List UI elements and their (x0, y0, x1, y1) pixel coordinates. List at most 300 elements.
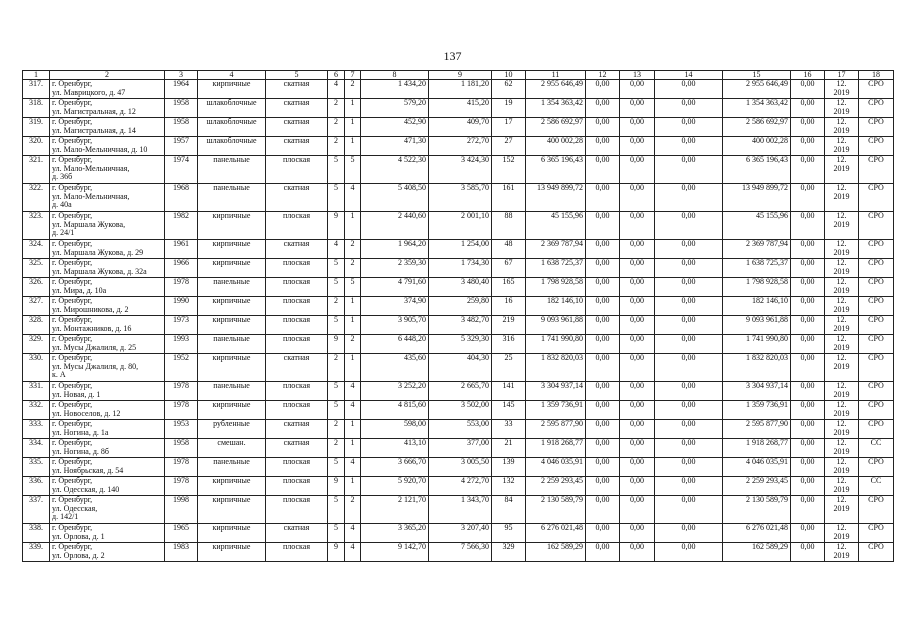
entrances-cell: 4 (345, 458, 361, 477)
col13-cell: 0,00 (620, 543, 655, 562)
col15-cell: 2 595 877,90 (723, 420, 791, 439)
living-area-cell: 553,00 (429, 420, 492, 439)
term-cell-line: 12. (836, 79, 847, 88)
term-cell (825, 156, 859, 184)
year-cell: 1982 (165, 212, 198, 240)
address-cell (50, 354, 165, 382)
floors-cell: 4 (328, 80, 345, 99)
table-row (23, 335, 894, 354)
entrances-cell: 1 (345, 439, 361, 458)
living-area-cell: 3 005,50 (429, 458, 492, 477)
entrances-cell: 1 (345, 212, 361, 240)
address-cell (50, 382, 165, 401)
roof-type-cell: плоская (266, 278, 328, 297)
address-cell-line: ул. Мало-Мельничная, (52, 191, 130, 201)
address-cell-line: г. Оренбург, (52, 381, 93, 390)
row-number: 319. (23, 118, 50, 137)
col13-cell: 0,00 (620, 118, 655, 137)
year-cell: 1983 (165, 543, 198, 562)
col16-cell: 0,00 (791, 118, 825, 137)
term-cell-line: 12. (836, 277, 847, 286)
method-cell: СРО (859, 297, 894, 316)
col12-cell: 0,00 (586, 524, 620, 543)
floors-cell: 5 (328, 524, 345, 543)
wall-material-cell: панельные (198, 382, 266, 401)
row-number: 334. (23, 439, 50, 458)
address-cell-line: ул. Мирошникова, д. 2 (52, 304, 129, 314)
col12-cell: 0,00 (586, 316, 620, 335)
entrances-cell: 1 (345, 297, 361, 316)
address-cell-line: ул. Маршала Жукова, (52, 219, 126, 229)
column-header-17: 17 (825, 71, 859, 80)
roof-type-cell: плоская (266, 401, 328, 420)
method-cell: СРО (859, 137, 894, 156)
col12-cell: 0,00 (586, 184, 620, 212)
total-cost-cell: 400 002,28 (526, 137, 586, 156)
entrances-cell: 2 (345, 496, 361, 524)
col16-cell: 0,00 (791, 316, 825, 335)
col14-cell: 0,00 (655, 212, 723, 240)
total-cost-cell: 1 832 820,03 (526, 354, 586, 382)
col16-cell: 0,00 (791, 382, 825, 401)
col14-cell: 0,00 (655, 458, 723, 477)
col15-cell: 3 304 937,14 (723, 382, 791, 401)
year-cell: 1966 (165, 259, 198, 278)
floors-cell: 2 (328, 420, 345, 439)
total-cost-cell: 2 259 293,45 (526, 477, 586, 496)
year-cell: 1958 (165, 439, 198, 458)
term-cell (825, 240, 859, 259)
roof-type-cell: скатная (266, 80, 328, 99)
roof-type-cell: скатная (266, 439, 328, 458)
living-area-cell: 1 181,20 (429, 80, 492, 99)
term-cell-line: 2019 (833, 484, 850, 494)
year-cell: 1993 (165, 335, 198, 354)
roof-type-cell: плоская (266, 496, 328, 524)
term-cell (825, 316, 859, 335)
address-cell-line: ул. Магистральная, д. 12 (52, 106, 136, 116)
method-cell: СРО (859, 99, 894, 118)
living-area-cell: 7 566,30 (429, 543, 492, 562)
wall-material-cell: кирпичные (198, 240, 266, 259)
roof-type-cell: скатная (266, 240, 328, 259)
roof-type-cell: скатная (266, 354, 328, 382)
residents-cell: 19 (492, 99, 526, 118)
wall-material-cell: шлакоблочные (198, 99, 266, 118)
method-cell: СРО (859, 316, 894, 335)
term-cell-line: 12. (836, 136, 847, 145)
total-area-cell: 452,90 (361, 118, 429, 137)
term-cell (825, 354, 859, 382)
method-cell: СС (859, 477, 894, 496)
column-header-11: 11 (526, 71, 586, 80)
roof-type-cell: скатная (266, 420, 328, 439)
roof-type-cell: скатная (266, 137, 328, 156)
total-area-cell: 598,00 (361, 420, 429, 439)
wall-material-cell: кирпичные (198, 297, 266, 316)
method-cell: СРО (859, 80, 894, 99)
row-number: 331. (23, 382, 50, 401)
table-row (23, 137, 894, 156)
address-cell-line: г. Оренбург, (52, 495, 93, 504)
method-cell: СРО (859, 184, 894, 212)
entrances-cell: 5 (345, 156, 361, 184)
table-row (23, 401, 894, 420)
total-cost-cell: 2 130 589,79 (526, 496, 586, 524)
table-row (23, 259, 894, 278)
term-cell-line: 12. (836, 419, 847, 428)
year-cell: 1965 (165, 524, 198, 543)
address-cell-line: д. 142/1 (52, 512, 79, 522)
living-area-cell: 1 254,00 (429, 240, 492, 259)
address-cell-line: ул. Маршала Жукова, д. 32а (52, 266, 147, 276)
page-number: 137 (443, 49, 462, 63)
table-row (23, 99, 894, 118)
address-cell (50, 524, 165, 543)
term-cell-line: 2019 (833, 219, 850, 229)
address-cell-line: ул. Магистральная, д. 14 (52, 125, 136, 135)
col13-cell: 0,00 (620, 354, 655, 382)
address-cell (50, 458, 165, 477)
total-cost-cell: 3 304 937,14 (526, 382, 586, 401)
living-area-cell: 1 734,30 (429, 259, 492, 278)
address-cell (50, 137, 165, 156)
term-cell (825, 543, 859, 562)
column-header-13: 13 (620, 71, 655, 80)
total-area-cell: 9 142,70 (361, 543, 429, 562)
row-number: 320. (23, 137, 50, 156)
col12-cell: 0,00 (586, 496, 620, 524)
col13-cell: 0,00 (620, 316, 655, 335)
col15-cell: 1 798 928,58 (723, 278, 791, 297)
col14-cell: 0,00 (655, 240, 723, 259)
total-cost-cell: 6 276 021,48 (526, 524, 586, 543)
floors-cell: 9 (328, 477, 345, 496)
year-cell: 1978 (165, 278, 198, 297)
residents-cell: 145 (492, 401, 526, 420)
col15-cell: 45 155,96 (723, 212, 791, 240)
row-number: 317. (23, 80, 50, 99)
term-cell (825, 137, 859, 156)
floors-cell: 5 (328, 259, 345, 278)
col16-cell: 0,00 (791, 137, 825, 156)
col13-cell: 0,00 (620, 420, 655, 439)
year-cell: 1978 (165, 382, 198, 401)
column-header-2: 2 (50, 71, 165, 80)
table-row (23, 439, 894, 458)
total-area-cell: 2 359,30 (361, 259, 429, 278)
residents-cell: 132 (492, 477, 526, 496)
col12-cell: 0,00 (586, 382, 620, 401)
residents-cell: 141 (492, 382, 526, 401)
total-area-cell: 2 121,70 (361, 496, 429, 524)
residents-cell: 84 (492, 496, 526, 524)
total-cost-cell: 182 146,10 (526, 297, 586, 316)
floors-cell: 4 (328, 240, 345, 259)
address-cell-line: ул. Ноябрьская, д. 54 (52, 465, 124, 475)
year-cell: 1978 (165, 458, 198, 477)
roof-type-cell: плоская (266, 212, 328, 240)
column-header-8: 8 (361, 71, 429, 80)
entrances-cell: 2 (345, 259, 361, 278)
address-cell-line: д. 36б (52, 172, 73, 182)
year-cell: 1978 (165, 477, 198, 496)
col14-cell: 0,00 (655, 524, 723, 543)
col16-cell: 0,00 (791, 401, 825, 420)
address-cell (50, 184, 165, 212)
col15-cell: 1 354 363,42 (723, 99, 791, 118)
col12-cell: 0,00 (586, 259, 620, 278)
wall-material-cell: шлакоблочные (198, 137, 266, 156)
address-cell (50, 439, 165, 458)
address-cell-line: ул. Орлова, д. 1 (52, 531, 105, 541)
roof-type-cell: плоская (266, 477, 328, 496)
term-cell-line: 2019 (833, 191, 850, 201)
address-cell (50, 259, 165, 278)
total-area-cell: 4 791,60 (361, 278, 429, 297)
residents-cell: 62 (492, 80, 526, 99)
address-cell-line: г. Оренбург, (52, 457, 93, 466)
wall-material-cell: панельные (198, 278, 266, 297)
living-area-cell: 3 424,30 (429, 156, 492, 184)
term-cell-line: 2019 (833, 304, 850, 314)
term-cell-line: 2019 (833, 247, 850, 257)
col16-cell: 0,00 (791, 543, 825, 562)
floors-cell: 9 (328, 335, 345, 354)
entrances-cell: 1 (345, 354, 361, 382)
col16-cell: 0,00 (791, 439, 825, 458)
col15-cell: 1 918 268,77 (723, 439, 791, 458)
entrances-cell: 2 (345, 335, 361, 354)
row-number: 332. (23, 401, 50, 420)
address-cell-line: ул. Маврицкого, д. 47 (52, 87, 126, 97)
column-header-5: 5 (266, 71, 328, 80)
year-cell: 1973 (165, 316, 198, 335)
col16-cell: 0,00 (791, 335, 825, 354)
address-cell (50, 335, 165, 354)
floors-cell: 9 (328, 212, 345, 240)
column-header-4: 4 (198, 71, 266, 80)
term-cell-line: 2019 (833, 106, 850, 116)
total-cost-cell: 1 354 363,42 (526, 99, 586, 118)
term-cell-line: 12. (836, 334, 847, 343)
method-cell: СРО (859, 401, 894, 420)
term-cell-line: 2019 (833, 285, 850, 295)
address-cell-line: г. Оренбург, (52, 400, 93, 409)
address-cell-line: г. Оренбург, (52, 277, 93, 286)
col13-cell: 0,00 (620, 439, 655, 458)
col14-cell: 0,00 (655, 297, 723, 316)
wall-material-cell: панельные (198, 335, 266, 354)
wall-material-cell: панельные (198, 184, 266, 212)
address-cell-line: ул. Одесская, д. 140 (52, 484, 120, 494)
col14-cell: 0,00 (655, 382, 723, 401)
col15-cell: 2 955 646,49 (723, 80, 791, 99)
living-area-cell: 3 585,70 (429, 184, 492, 212)
term-cell (825, 477, 859, 496)
address-cell-line: г. Оренбург, (52, 419, 93, 428)
address-cell-line: ул. Маршала Жукова, д. 29 (52, 247, 144, 257)
living-area-cell: 259,80 (429, 297, 492, 316)
year-cell: 1990 (165, 297, 198, 316)
term-cell-line: 2019 (833, 408, 850, 418)
total-area-cell: 3 365,20 (361, 524, 429, 543)
year-cell: 1974 (165, 156, 198, 184)
address-cell-line: г. Оренбург, (52, 438, 93, 447)
method-cell: СРО (859, 118, 894, 137)
total-cost-cell: 4 046 035,91 (526, 458, 586, 477)
housing-registry-table (22, 70, 894, 562)
term-cell (825, 259, 859, 278)
address-cell (50, 401, 165, 420)
term-cell-line: 12. (836, 98, 847, 107)
row-number: 321. (23, 156, 50, 184)
col16-cell: 0,00 (791, 477, 825, 496)
column-header-1: 1 (23, 71, 50, 80)
col14-cell: 0,00 (655, 477, 723, 496)
col12-cell: 0,00 (586, 458, 620, 477)
year-cell: 1978 (165, 401, 198, 420)
address-cell-line: г. Оренбург, (52, 98, 93, 107)
col16-cell: 0,00 (791, 240, 825, 259)
total-area-cell: 3 252,20 (361, 382, 429, 401)
row-number: 327. (23, 297, 50, 316)
address-cell-line: ул. Мало-Мельничная, д. 10 (52, 144, 148, 154)
floors-cell: 5 (328, 156, 345, 184)
wall-material-cell: рубленные (198, 420, 266, 439)
term-cell-line: 12. (836, 183, 847, 192)
address-cell-line: г. Оренбург, (52, 334, 93, 343)
living-area-cell: 2 001,10 (429, 212, 492, 240)
document-table-container (22, 70, 884, 562)
col14-cell: 0,00 (655, 137, 723, 156)
total-cost-cell: 2 595 877,90 (526, 420, 586, 439)
living-area-cell: 3 502,00 (429, 401, 492, 420)
total-cost-cell: 1 741 990,80 (526, 335, 586, 354)
table-row (23, 524, 894, 543)
address-cell-line: г. Оренбург, (52, 258, 93, 267)
address-cell (50, 420, 165, 439)
address-cell (50, 99, 165, 118)
col13-cell: 0,00 (620, 137, 655, 156)
wall-material-cell: шлакоблочные (198, 118, 266, 137)
wall-material-cell: кирпичные (198, 316, 266, 335)
total-area-cell: 435,60 (361, 354, 429, 382)
term-cell-line: 12. (836, 495, 847, 504)
col15-cell: 400 002,28 (723, 137, 791, 156)
term-cell-line: 12. (836, 155, 847, 164)
table-row (23, 496, 894, 524)
term-cell-line: 2019 (833, 465, 850, 475)
table-row (23, 297, 894, 316)
floors-cell: 5 (328, 278, 345, 297)
residents-cell: 95 (492, 524, 526, 543)
wall-material-cell: кирпичные (198, 477, 266, 496)
col12-cell: 0,00 (586, 156, 620, 184)
table-row (23, 278, 894, 297)
term-cell (825, 496, 859, 524)
term-cell-line: 12. (836, 381, 847, 390)
row-number: 333. (23, 420, 50, 439)
total-area-cell: 3 905,70 (361, 316, 429, 335)
term-cell-line: 12. (836, 239, 847, 248)
col14-cell: 0,00 (655, 80, 723, 99)
col16-cell: 0,00 (791, 156, 825, 184)
residents-cell: 33 (492, 420, 526, 439)
total-area-cell: 4 815,60 (361, 401, 429, 420)
col14-cell: 0,00 (655, 420, 723, 439)
total-cost-cell: 45 155,96 (526, 212, 586, 240)
total-cost-cell: 13 949 899,72 (526, 184, 586, 212)
column-header-6: 6 (328, 71, 345, 80)
col15-cell: 2 259 293,45 (723, 477, 791, 496)
col12-cell: 0,00 (586, 240, 620, 259)
col12-cell: 0,00 (586, 420, 620, 439)
col12-cell: 0,00 (586, 335, 620, 354)
residents-cell: 88 (492, 212, 526, 240)
year-cell: 1961 (165, 240, 198, 259)
year-cell: 1952 (165, 354, 198, 382)
col14-cell: 0,00 (655, 118, 723, 137)
residents-cell: 165 (492, 278, 526, 297)
column-header-16: 16 (791, 71, 825, 80)
column-header-14: 14 (655, 71, 723, 80)
total-cost-cell: 1 638 725,37 (526, 259, 586, 278)
address-cell (50, 156, 165, 184)
living-area-cell: 272,70 (429, 137, 492, 156)
column-header-7: 7 (345, 71, 361, 80)
col15-cell: 1 741 990,80 (723, 335, 791, 354)
year-cell: 1958 (165, 99, 198, 118)
roof-type-cell: плоская (266, 335, 328, 354)
total-cost-cell: 9 093 961,88 (526, 316, 586, 335)
term-cell (825, 99, 859, 118)
col15-cell: 1 359 736,91 (723, 401, 791, 420)
col13-cell: 0,00 (620, 477, 655, 496)
entrances-cell: 5 (345, 278, 361, 297)
term-cell (825, 439, 859, 458)
col15-cell: 2 586 692,97 (723, 118, 791, 137)
roof-type-cell: плоская (266, 297, 328, 316)
living-area-cell: 1 343,70 (429, 496, 492, 524)
col14-cell: 0,00 (655, 316, 723, 335)
col15-cell: 2 130 589,79 (723, 496, 791, 524)
address-cell-line: г. Оренбург, (52, 79, 93, 88)
entrances-cell: 1 (345, 99, 361, 118)
wall-material-cell: кирпичные (198, 80, 266, 99)
col16-cell: 0,00 (791, 278, 825, 297)
floors-cell: 2 (328, 99, 345, 118)
address-cell-line: ул. Мусы Джалиля, д. 25 (52, 342, 137, 352)
term-cell (825, 118, 859, 137)
column-number-row (23, 71, 894, 80)
row-number: 329. (23, 335, 50, 354)
term-cell-line: 2019 (833, 446, 850, 456)
address-cell (50, 297, 165, 316)
method-cell: СРО (859, 458, 894, 477)
address-cell-line: г. Оренбург, (52, 296, 93, 305)
term-cell-line: 12. (836, 542, 847, 551)
living-area-cell: 5 329,30 (429, 335, 492, 354)
residents-cell: 316 (492, 335, 526, 354)
residents-cell: 48 (492, 240, 526, 259)
col15-cell: 1 832 820,03 (723, 354, 791, 382)
roof-type-cell: плоская (266, 458, 328, 477)
total-cost-cell: 162 589,29 (526, 543, 586, 562)
term-cell-line: 12. (836, 476, 847, 485)
address-cell-line: д. 40а (52, 200, 72, 210)
entrances-cell: 2 (345, 240, 361, 259)
